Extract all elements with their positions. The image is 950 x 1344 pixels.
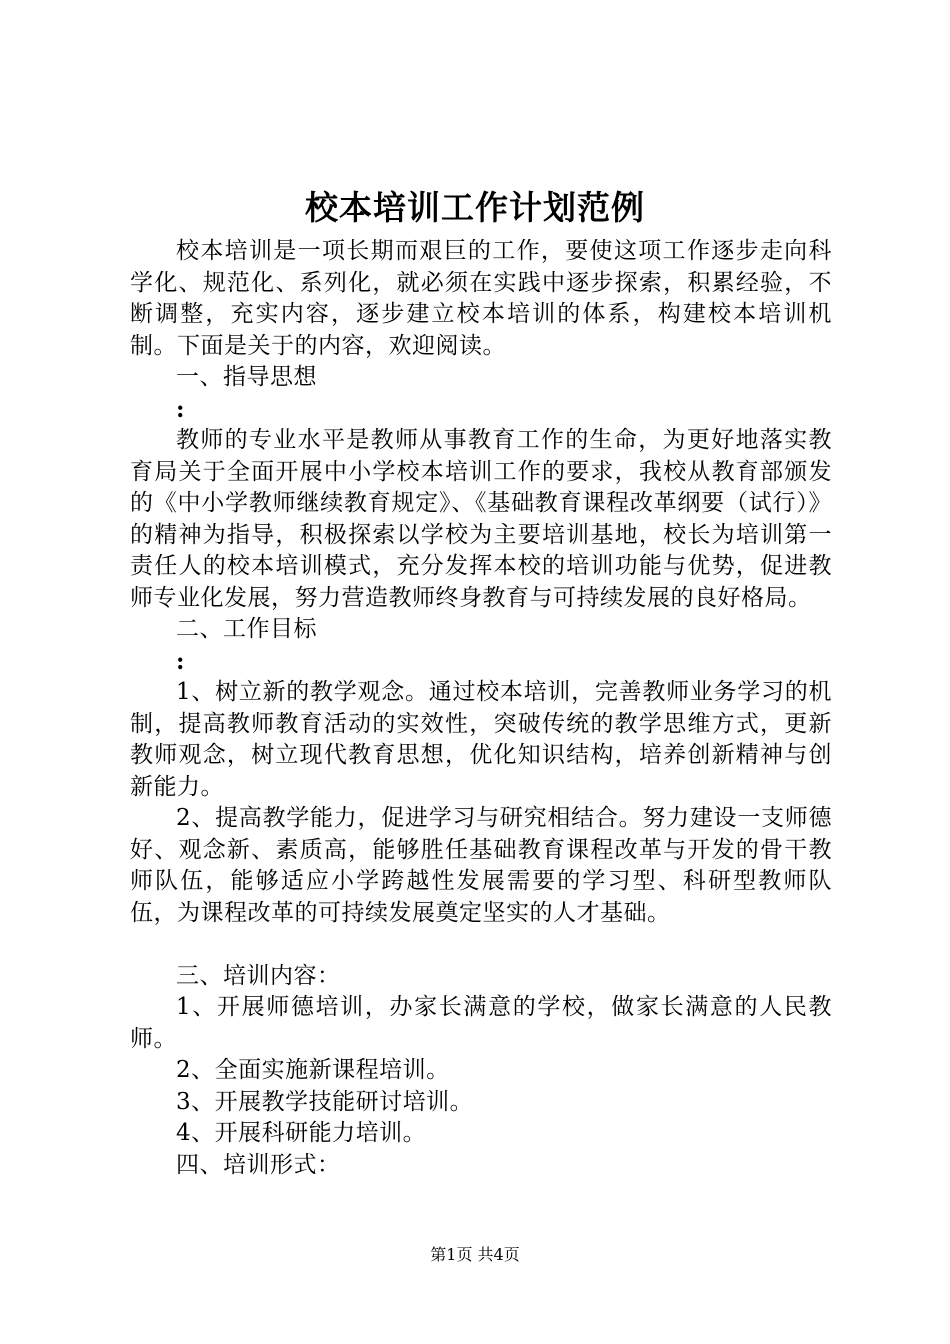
work-goal-item: 2、提高教学能力，促进学习与研究相结合。努力建设一支师德好、观念新、素质高，能够胜任基础教育课程改革与开发的骨干教师队伍，能够适应小学跨越性发展需要的学习型、科研型教师队伍，为课程改革的可持续发展奠定坚实的人才基础。 [130, 805, 832, 926]
blank-line [130, 929, 832, 961]
section-heading-guiding-ideology: 一、指导思想 [176, 364, 317, 390]
section-colon: : [176, 647, 185, 675]
guiding-ideology-paragraph: 教师的专业水平是教师从事教育工作的生命，为更好地落实教育局关于全面开展中小学校本培训工作的要求，我校从教育部颁发的《中小学教师继续教育规定》、《基础教育课程改革纲要（试行）》的精神为指导，积极探索以学校为主要培训基地，校长为培训第一责任人的校本培训模式，充分发挥本校的培训功能与优势，促进教师专业化发展，努力营造教师终身教育与可持续发展的良好格局。 [130, 427, 832, 611]
page-footer: 第1页 共4页 [430, 1245, 520, 1264]
section-heading-work-goals: 二、工作目标 [176, 616, 317, 642]
section-heading-training-content: 三、培训内容： [176, 962, 341, 989]
training-content-item: 4、开展科研能力培训。 [176, 1120, 427, 1146]
document-body [130, 236, 832, 1181]
training-content-item: 3、开展教学技能研讨培训。 [176, 1088, 474, 1115]
training-content-item: 2、全面实施新课程培训。 [176, 1057, 450, 1083]
document-title: 校本培训工作计划范例 [305, 188, 645, 227]
intro-paragraph: 校本培训是一项长期而艰巨的工作，要使这项工作逐步走向科学化、规范化、系列化，就必须在实践中逐步探索，积累经验，不断调整，充实内容，逐步建立校本培训的体系，构建校本培训机制。下面是关于的内容，欢迎阅读。 [130, 238, 832, 359]
work-goal-item: 1、树立新的教学观念。通过校本培训，完善教师业务学习的机制，提高教师教育活动的实效性，突破传统的教学思维方式，更新教师观念，树立现代教育思想，优化知识结构，培养创新精神与创新能力。 [130, 679, 832, 800]
training-content-item: 1、开展师德培训，办家长满意的学校，做家长满意的人民教师。 [130, 994, 832, 1052]
section-heading-training-form: 四、培训形式： [176, 1151, 341, 1178]
section-colon: : [176, 395, 185, 423]
